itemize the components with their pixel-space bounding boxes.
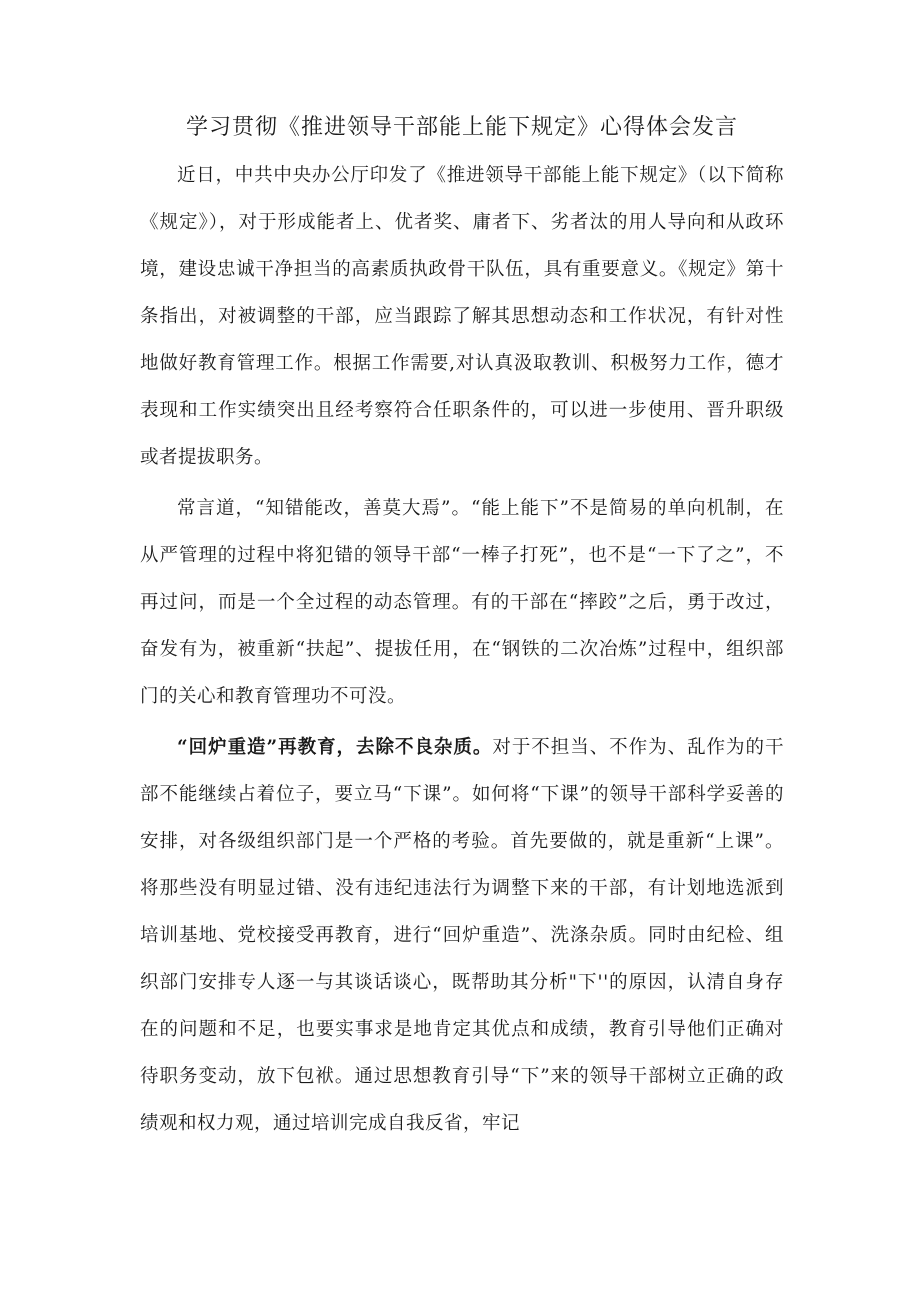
paragraph-3-lead: “回炉重造”再教育，去除不良杂质。 <box>177 737 493 758</box>
paragraph-3 <box>140 724 784 1147</box>
paragraph-1-text: 近日，中共中央办公厅印发了《推进领导干部能上能下规定》（以下简称《规定》），对于形成能者上、优者奖、庸者下、劣者汰的用人导向和从政环境，建设忠诚干净担当的高素质执政骨干队伍，具有重要意义。《规定》第十条指出，对被调整的干部，应当跟踪了解其思想动态和工作状况，有针对性地做好教育管理工作。根据工作需要,对认真汲取教训、积极努力工作，德才表现和工作实绩突出且经考察符合任职条件的，可以进一步使用、晋升职级或者提拔职务。 <box>140 165 784 468</box>
paragraph-1 <box>140 152 784 481</box>
paragraph-3-text: 对于不担当、不作为、乱作为的干部不能继续占着位子，要立马“下课”。如何将“下课”的领导干部科学妥善的安排，对各级组织部门是一个严格的考验。首先要做的，就是重新“上课”。将那些没有明显过错、没有违纪违法行为调整下来的干部，有计划地选派到培训基地、党校接受再教育，进行“回炉重造”、洗涤杂质。同时由纪检、组织部门安排专人逐一与其谈话谈心，既帮助其分析"下''的原因，认清自身存在的问题和不足，也要实事求是地肯定其优点和成绩，教育引导他们正确对待职务变动，放下包袱。通过思想教育引导“下”来的领导干部树立正确的政绩观和权力观，通过培训完成自我反省，牢记 <box>140 737 784 1134</box>
paragraph-2-text: 常言道，“知错能改，善莫大焉”。“能上能下”不是简易的单向机制，在从严管理的过程中将犯错的领导干部“一棒子打死”，也不是“一下了之”，不再过问，而是一个全过程的动态管理。有的干部在“摔跤”之后，勇于改过，奋发有为，被重新“扶起”、提拔任用，在“钢铁的二次冶炼”过程中，组织部门的关心和教育管理功不可没。 <box>140 498 784 707</box>
document-title: 学习贯彻《推进领导干部能上能下规定》心得体会发言 <box>185 115 738 140</box>
paragraph-2 <box>140 485 784 720</box>
